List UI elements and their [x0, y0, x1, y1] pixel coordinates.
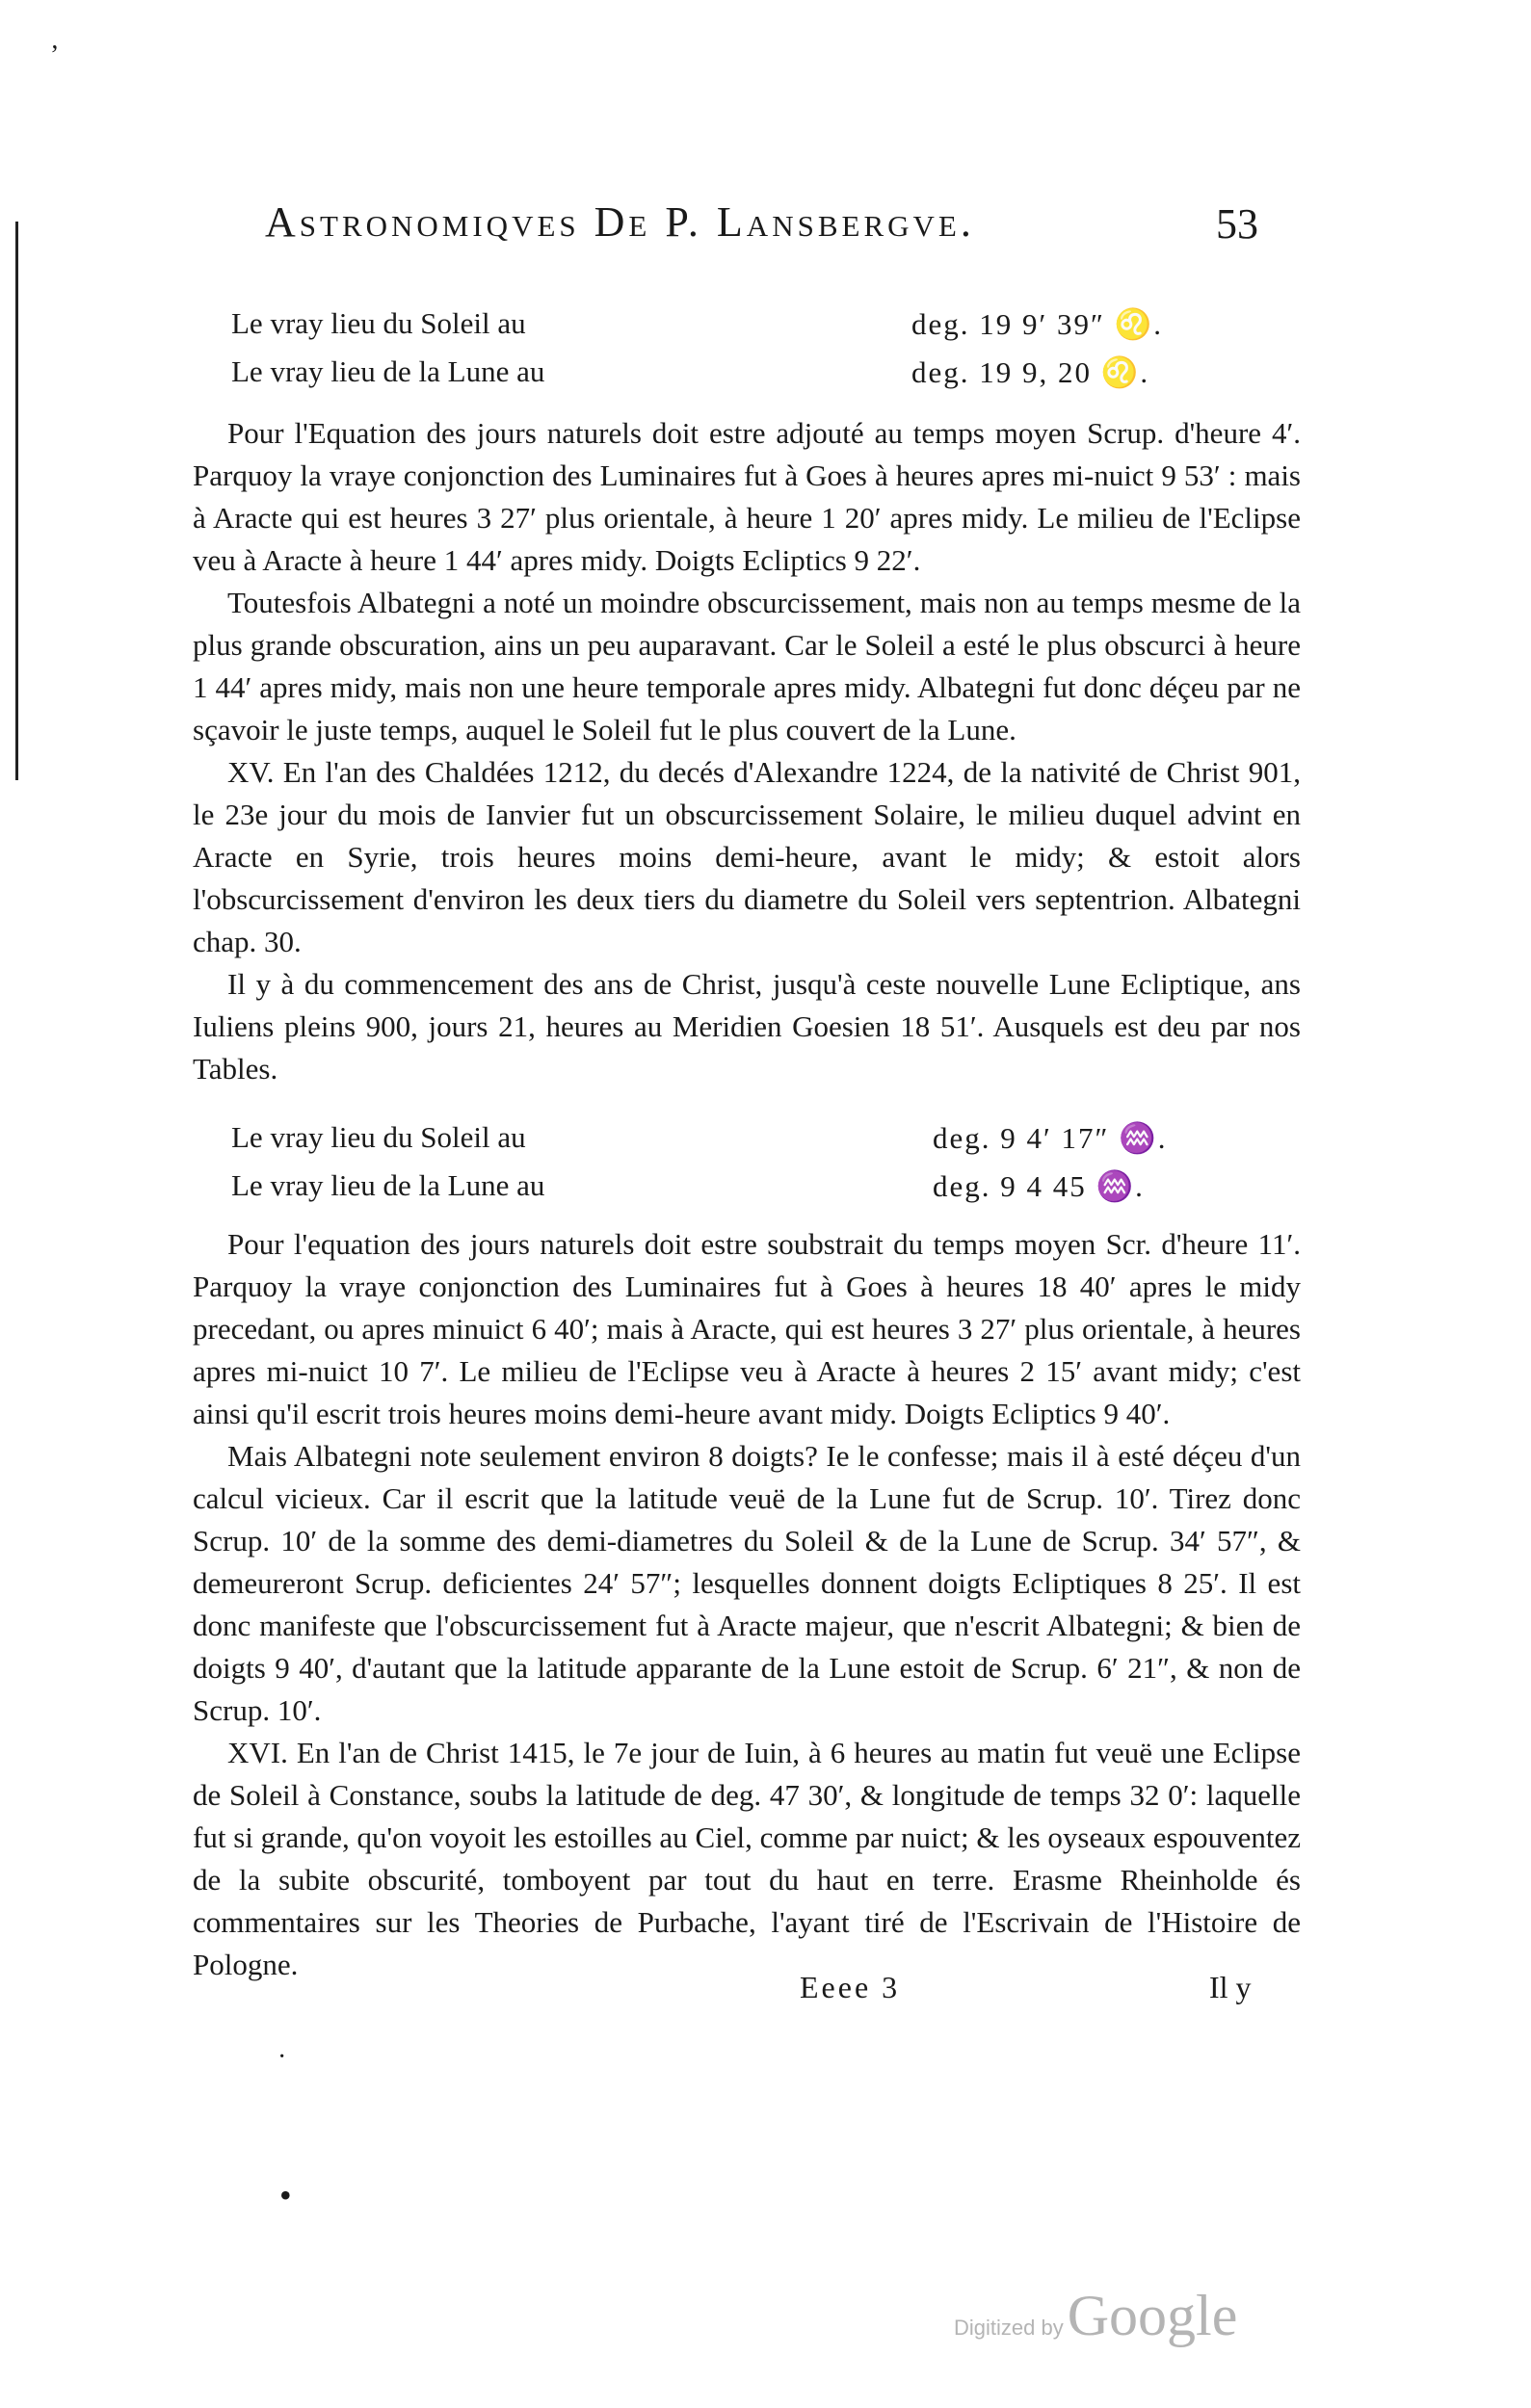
moon-position-value-1: deg. 19 9, 20 ♌.: [911, 355, 1150, 389]
page-number: 53: [1216, 200, 1258, 248]
sun-position-value-2: deg. 9 4′ 17″ ♒.: [933, 1121, 1168, 1155]
ink-speck: ·: [277, 2042, 287, 2072]
signature-mark: Eeee 3: [800, 1970, 901, 2004]
margin-rule: [15, 222, 18, 780]
digitization-watermark: [954, 2283, 1237, 2349]
text-block-2: [193, 1223, 1301, 1986]
paragraph-equation-2: Pour l'equation des jours naturels doit estre soubstrait du temps moyen Scr. d'heure 11′. Parquoy la vraye conjonction des Luminaires fut à Goes à heures 18 40′ apres le midy precedant, ou apres minuict 6 40′; mais à Aracte, qui est heures 3 27′ plus orientale, à heures apres mi-nuict 10 7′. Le milieu de l'Eclipse veu à Aracte à heures 2 15′ avant midy; c'est ainsi qu'il escrit trois heures moins demi-heure avant midy. Doigts Ecliptics 9 40′.: [193, 1227, 1301, 1430]
moon-position-label-1: Le vray lieu de la Lune au: [231, 354, 545, 388]
sun-position-value-1: deg. 19 9′ 39″ ♌.: [911, 307, 1164, 341]
sun-position-label-1: Le vray lieu du Soleil au: [231, 306, 526, 340]
margin-mark: ʼ: [50, 40, 60, 70]
sun-position-label-2: Le vray lieu du Soleil au: [231, 1120, 526, 1154]
moon-position-label-2: Le vray lieu de la Lune au: [231, 1168, 545, 1202]
watermark-prefix: Digitized by: [954, 2316, 1064, 2340]
moon-position-value-2: deg. 9 4 45 ♒.: [933, 1169, 1145, 1203]
ink-speck: •: [279, 2176, 292, 2214]
text-block-1: [193, 412, 1301, 1090]
catchword: Il y: [1209, 1970, 1252, 2004]
paragraph-albategni-2: Mais Albategni note seulement environ 8 doigts? Ie le confesse; mais il à esté déçeu d'un calcul vicieux. Car il escrit que la latitude veuë de la Lune fut de Scrup. 10′. Tirez donc Scrup. 10′ de la somme des demi-diametres du Soleil & de la Lune de Scrup. 34′ 57″, & demeureront Scrup. deficientes 24′ 57″; lesquelles donnent doigts Ecliptiques 8 25′. Il est donc manifeste que l'obscurcissement fut à Aracte majeur, que n'escrit Albategni; & bien de doigts 9 40′, d'autant que la latitude apparante de la Lune estoit de Scrup. 6′ 21″, & non de Scrup. 10′.: [193, 1439, 1301, 1727]
paragraph-section-xv: XV. En l'an des Chaldées 1212, du decés d'Alexandre 1224, de la nativité de Christ 901, le 23e jour du mois de Ianvier fut un obscurcissement Solaire, le milieu duquel advint en Aracte en Syrie, trois heures moins demi-heure, avant le midy; & estoit alors l'obscurcissement d'environ les deux tiers du diametre du Soleil vers septentrion. Albategni chap. 30.: [193, 755, 1301, 958]
paragraph-albategni-1: Toutesfois Albategni a noté un moindre obscurcissement, mais non au temps mesme de la plus grande obscuration, ains un peu auparavant. Car le Soleil a esté le plus obscurci à heure 1 44′ apres midy, mais non une heure temporale apres midy. Albategni fut donc déçeu par ne sçavoir le juste temps, auquel le Soleil fut le plus couvert de la Lune.: [193, 586, 1301, 746]
paragraph-section-xvi: XVI. En l'an de Christ 1415, le 7e jour de Iuin, à 6 heures au matin fut veuë une Eclipse de Soleil à Constance, soubs la latitude de deg. 47 30′, & longitude de temps 32 0′: laquelle fut si grande, qu'on voyoit les estoilles au Ciel, comme par nuict; & les oyseaux espouventez de la subite obscurité, tomboyent par tout du haut en terre. Erasme Rheinholde és commentaires sur les Theories de Purbache, l'ayant tiré de l'Escrivain de l'Histoire de Pologne.: [193, 1736, 1301, 1981]
google-logo: Google: [1067, 2284, 1238, 2347]
paragraph-years: Il y à du commencement des ans de Christ, jusqu'à ceste nouvelle Lune Ecliptique, ans Iuliens pleins 900, jours 21, heures au Meridien Goesien 18 51′. Ausquels est deu par nos Tables.: [193, 967, 1301, 1086]
paragraph-equation: Pour l'Equation des jours naturels doit estre adjouté au temps moyen Scrup. d'heure 4′. Parquoy la vraye conjonction des Luminaires fut à Goes à heures apres mi-nuict 9 53′ : mais à Aracte qui est heures 3 27′ plus orientale, à heure 1 20′ apres midy. Le milieu de l'Eclipse veu à Aracte à heure 1 44′ apres midy. Doigts Ecliptics 9 22′.: [193, 416, 1301, 577]
running-title: Astronomiqves De P. Lansbergve.: [265, 198, 975, 246]
